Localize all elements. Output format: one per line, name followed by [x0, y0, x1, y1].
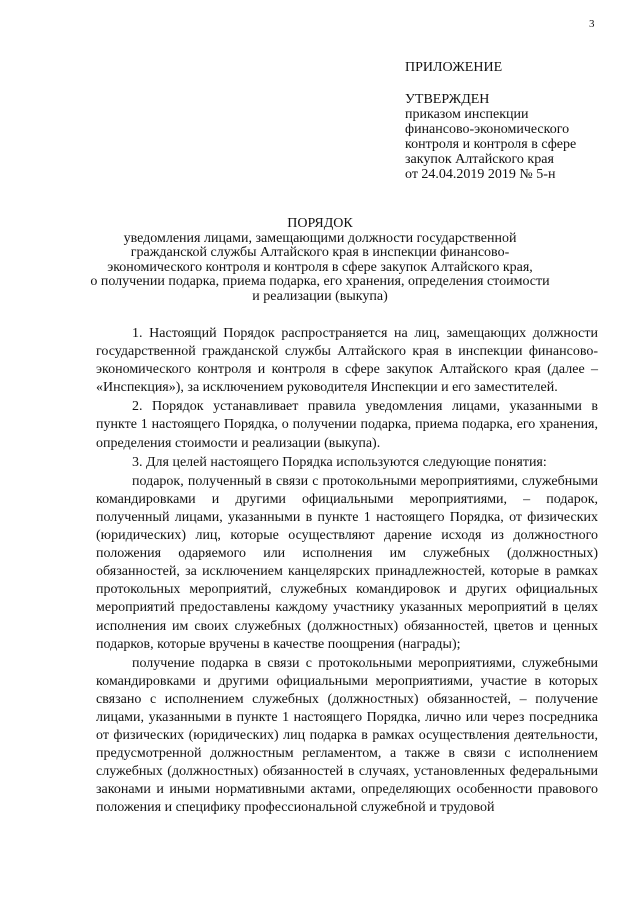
- definition-receiving-gift: получение подарка в связи с протокольными мероприятиями, служебными командировками и другими официальными мероприятиями, участие в которых связано с исполнением служебных (должностных) обязанностей, – получение лицами, указанными в пункте 1 настоящего Порядка, лично или через посредника от физических (юридических) лиц подарка в рамках осуществления деятельности, предусмотренной должностным регламентом, а также в связи с исполнением служебных (должностных) обязанностей в случаях, установленных федеральными законами и иными нормативными актами, определяющих особенности правового положения и специфику профессиональной служебной и трудовой: [96, 655, 598, 816]
- approval-line: финансово-экономического: [405, 122, 570, 137]
- document-title: [50, 217, 590, 305]
- approval-line: от 24.04.2019 2019 № 5-н: [405, 167, 556, 182]
- page-number: 3: [589, 18, 595, 30]
- approval-status: УТВЕРЖДЕН: [405, 92, 490, 107]
- approval-line: закупок Алтайского края: [405, 152, 554, 167]
- approval-block: [405, 60, 625, 182]
- title-line: уведомления лицами, замещающими должности государственной: [123, 230, 517, 246]
- paragraph-3: 3. Для целей настоящего Порядка используются следующие понятия:: [132, 454, 547, 470]
- approval-heading: ПРИЛОЖЕНИЕ: [405, 60, 503, 75]
- approval-line: приказом инспекции: [405, 107, 529, 122]
- title-line: и реализации (выкупа): [252, 288, 388, 304]
- title-heading: ПОРЯДОК: [287, 216, 353, 231]
- paragraph-1: 1. Настоящий Порядок распространяется на лиц, замещающих должности государственной гражданской службы Алтайского края в инспекции финансово-экономического контроля и контроля в сфере закупок Алтайского края (далее – «Инспекция»), за исключением руководителя Инспекции и его заместителей.: [96, 326, 598, 396]
- document-body: [96, 325, 598, 818]
- approval-line: контроля и контроля в сфере: [405, 137, 577, 152]
- title-line: о получении подарка, приема подарка, его хранения, определения стоимости: [90, 274, 550, 290]
- paragraph-2: 2. Порядок устанавливает правила уведомления лицами, указанными в пункте 1 настоящего Порядка, о получении подарка, приема подарка, его хранения, определения стоимости и реализации (выкупа).: [96, 399, 598, 451]
- title-line: экономического контроля и контроля в сфере закупок Алтайского края,: [107, 259, 533, 275]
- title-line: гражданской службы Алтайского края в инспекции финансово-: [130, 245, 510, 261]
- definition-gift: подарок, полученный в связи с протокольными мероприятиями, служебными командировками и другими официальными мероприятиями, – подарок, полученный лицами, указанными в пункте 1 настоящего Порядка, от физических (юридических) лиц, которые осуществляют дарение исходя из должностного положения одаряемого или исполнения им служебных (должностных) обязанностей, за исключением канцелярских принадлежностей, которые в рамках протокольных мероприятий, служебных командировок и других официальных мероприятий предоставлены каждому участнику указанных мероприятий в целях исполнения им своих служебных (должностных) обязанностей, цветов и ценных подарков, которые вручены в качестве поощрения (награды);: [96, 473, 598, 652]
